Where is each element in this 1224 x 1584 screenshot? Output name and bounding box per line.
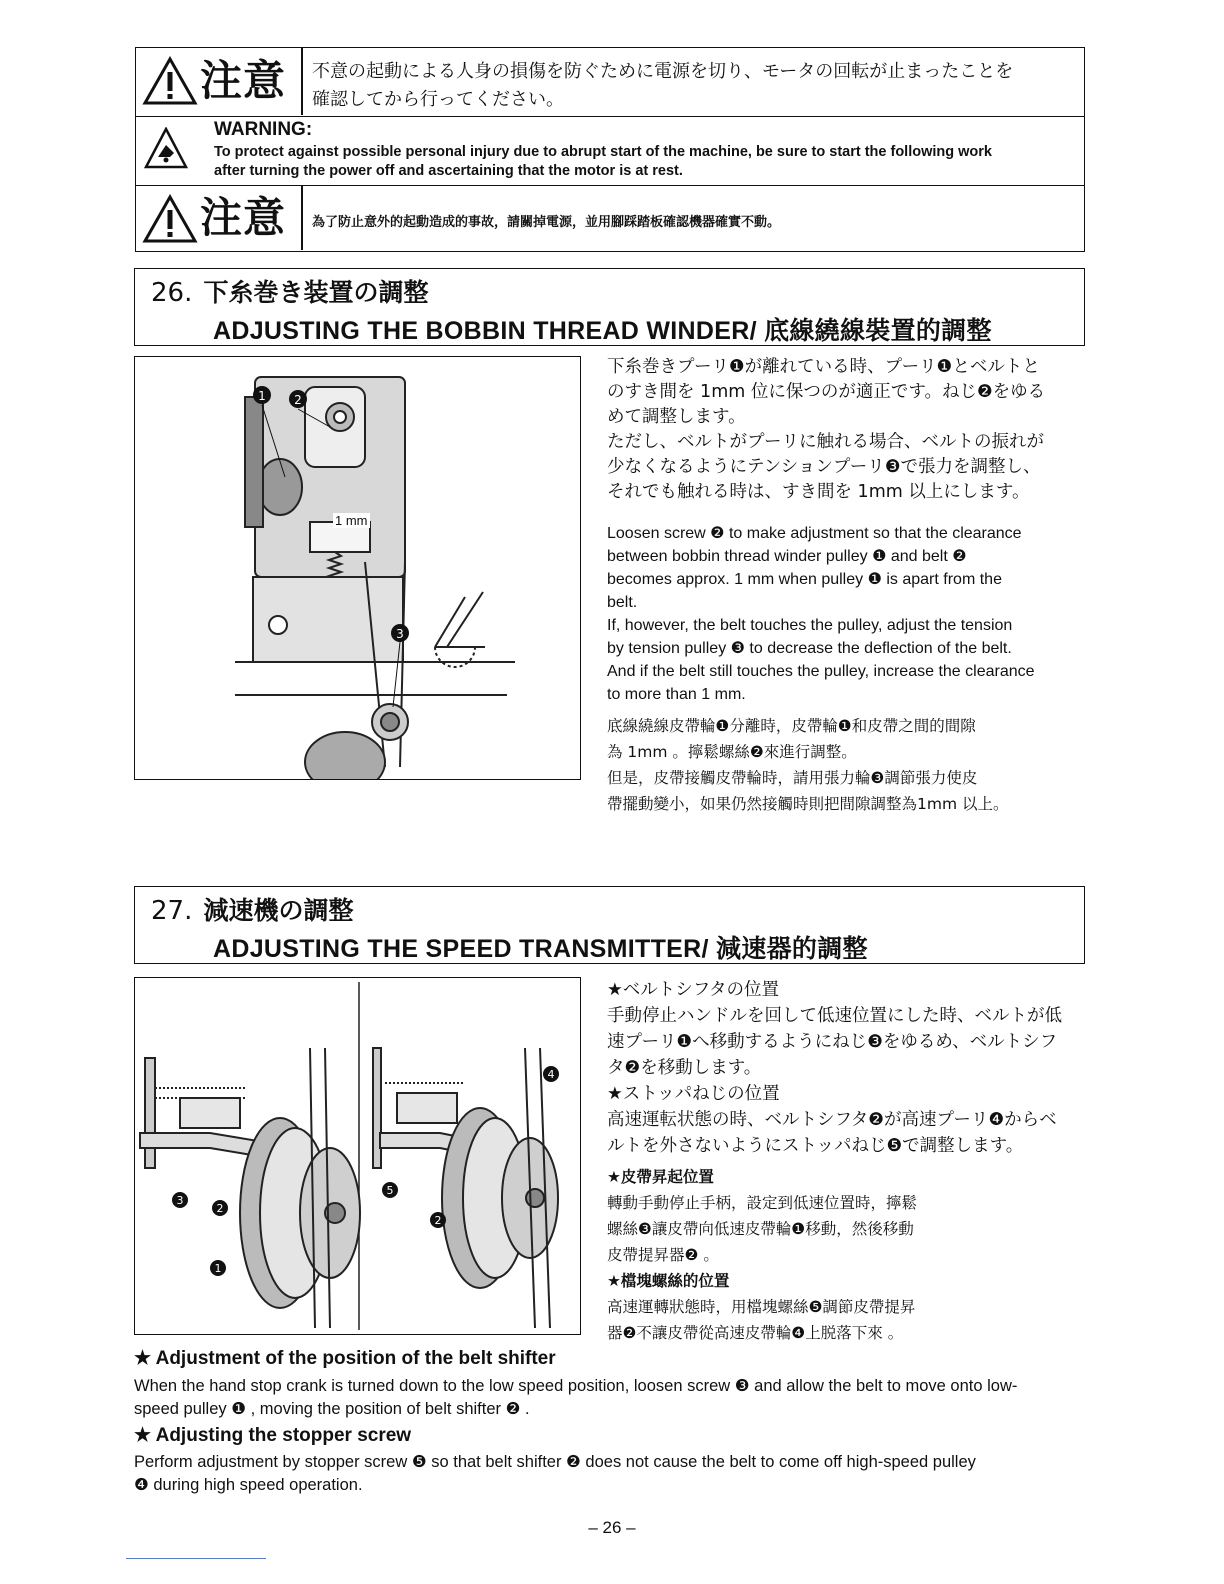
section26-header (134, 268, 1085, 346)
section27-title-jp: 減速機の調整 (203, 896, 354, 925)
svg-text:2: 2 (434, 1214, 442, 1227)
svg-text:2: 2 (216, 1202, 224, 1215)
svg-text:2: 2 (294, 393, 302, 407)
caution-label: 注意 (200, 56, 287, 105)
section26-jp-line: それでも触れる時は、すき間を 1mm 以上にします。 (607, 482, 1030, 502)
section26-title-jp: 下糸巻き装置の調整 (203, 278, 429, 307)
page-number: – 26 – (588, 1518, 636, 1537)
caution-text-line2: 確認してから行ってください。 (312, 89, 564, 110)
section26-zh-line: 底線繞線皮帶輪❶分離時，皮帶輪❶和皮帶之間的間隙 (607, 717, 976, 735)
section26-zh-text (607, 713, 1009, 817)
stopper-screw-heading: ★ Adjusting the stopper screw (134, 1425, 412, 1446)
section27-zh-line: 高速運轉狀態時，用檔塊螺絲❺調節皮帶提昇 (607, 1298, 916, 1316)
section27-number: 27. (151, 896, 193, 926)
section26-jp-line: 少なくなるようにテンションプーリ❸で張力を調整し、 (607, 457, 1041, 477)
caution-row-zh (135, 185, 1085, 252)
section27-jp-line: ルトを外さないようにストッパねじ❺で調整します。 (607, 1136, 1024, 1156)
section26-zh-line: 但是，皮帶接觸皮帶輪時，請用張力輪❸調節張力使皮 (607, 769, 978, 787)
section27-zh-line: 轉動手動停止手柄，設定到低速位置時，擰鬆 (607, 1194, 918, 1212)
section27-header (134, 886, 1085, 964)
caution-divider (301, 186, 303, 250)
section27-jp-line: ★ストッパねじの位置 (607, 1084, 780, 1104)
section26-en-line: Loosen screw ❷ to make adjustment so that the clearance (607, 525, 1022, 542)
footer-rule (126, 1558, 266, 1559)
stopper-screw-body-line2: ❹ during high speed operation. (134, 1476, 363, 1494)
section27-jp-line: 手動停止ハンドルを回して低速位置にした時、ベルトが低 (607, 1006, 1062, 1026)
warning-line1: To protect against possible personal injury due to abrupt start of the machine, be sure to start the following work (214, 144, 992, 160)
section26-jp-line: のすき間を 1mm 位に保つのが適正です。ねじ❷をゆる (607, 382, 1046, 402)
section27-jp-line: 速プーリ❶へ移動するようにねじ❸をゆるめ、ベルトシフ (607, 1032, 1058, 1052)
svg-text:1: 1 (258, 389, 266, 403)
section27-title-en: ADJUSTING THE SPEED TRANSMITTER/ 減速器的調整 (213, 935, 868, 963)
section26-jp-line: 下糸巻きプーリ❶が離れている時、プーリ❶とベルトと (607, 357, 1040, 377)
svg-text:3: 3 (396, 627, 404, 641)
section27-zh-line: 器❷不讓皮帶從高速皮帶輪❹上脱落下來 。 (607, 1324, 904, 1342)
section27-jp-line: タ❷を移動します。 (607, 1058, 762, 1078)
svg-text:4: 4 (547, 1068, 555, 1081)
section26-zh-line: 為 1mm 。擰鬆螺絲❷來進行調整。 (607, 743, 857, 761)
bobbin-winder-illustration (135, 357, 580, 779)
svg-text:3: 3 (176, 1194, 184, 1207)
svg-text:5: 5 (386, 1184, 394, 1197)
section26-jp-line: ただし、ベルトがプーリに触れる場合、ベルトの振れが (607, 432, 1044, 452)
section26-en-line: belt. (607, 594, 638, 611)
caution-zh-text: 為了防止意外的起動造成的事故，請關掉電源，並用腳踩踏板確認機器確實不動。 (312, 215, 781, 230)
section27-zh-line: 螺絲❸讓皮帶向低速皮帶輪❶移動，然後移動 (607, 1220, 914, 1238)
belt-shifter-body-line1: When the hand stop crank is turned down to the low speed position, loosen screw ❸ and allow the belt to move onto low- (134, 1377, 1018, 1395)
warning-line2: after turning the power off and ascertaining that the motor is at rest. (214, 163, 683, 179)
section27-jp-line: 高速運転状態の時、ベルトシフタ❷が高速プーリ❹からベ (607, 1110, 1057, 1130)
section26-jp-text (607, 355, 1045, 505)
section27-figure (134, 977, 581, 1335)
section27-zh-line: ★皮帶昇起位置 (607, 1168, 714, 1186)
section26-figure (134, 356, 581, 780)
section26-en-line: to more than 1 mm. (607, 686, 746, 703)
warning-title: WARNING: (214, 119, 313, 140)
section26-en-line: by tension pulley ❸ to decrease the deflection of the belt. (607, 640, 1012, 657)
section27-zh-line: ★檔塊螺絲的位置 (607, 1272, 730, 1290)
section27-zh-text (607, 1164, 917, 1346)
section27-jp-line: ★ベルトシフタの位置 (607, 980, 779, 1000)
caution-row-jp (135, 47, 1085, 117)
caution-text-line1: 不意の起動による人身の損傷を防ぐために電源を切り、モータの回転が止まったことを (312, 61, 1014, 82)
section27-zh-line: 皮帶提昇器❷ 。 (607, 1246, 719, 1264)
section26-en-line: If, however, the belt touches the pulley, adjust the tension (607, 617, 1013, 634)
section26-en-line: becomes approx. 1 mm when pulley ❶ is apart from the (607, 571, 1002, 588)
section26-number: 26. (151, 278, 193, 308)
section26-jp-line: めて調整します。 (607, 407, 746, 427)
belt-shifter-heading: ★ Adjustment of the position of the belt shifter (134, 1348, 556, 1369)
section26-title-en: ADJUSTING THE BOBBIN THREAD WINDER/ 底線繞線裝置的調整 (213, 317, 992, 345)
section26-en-text (607, 522, 1035, 706)
speed-transmitter-illustration (135, 978, 580, 1334)
caution-label-zh: 注意 (200, 193, 287, 242)
warning-triangle-icon (142, 56, 198, 106)
hand-hazard-icon (144, 127, 188, 169)
section26-en-line: And if the belt still touches the pulley, increase the clearance (607, 663, 1035, 680)
section27-jp-text (607, 977, 1062, 1159)
clearance-label: 1 mm (335, 513, 368, 528)
belt-shifter-body-line2: speed pulley ❶ , moving the position of belt shifter ❷ . (134, 1400, 530, 1418)
section26-en-line: between bobbin thread winder pulley ❶ and belt ❷ (607, 548, 967, 565)
svg-text:1: 1 (214, 1262, 222, 1275)
caution-divider (301, 48, 303, 115)
warning-row-en (135, 116, 1085, 186)
stopper-screw-body-line1: Perform adjustment by stopper screw ❺ so that belt shifter ❷ does not cause the belt to come off high-speed pulley (134, 1453, 976, 1471)
section26-zh-line: 帶擺動變小，如果仍然接觸時則把間隙調整為1mm 以上。 (607, 795, 1009, 813)
warning-triangle-icon (142, 194, 198, 244)
